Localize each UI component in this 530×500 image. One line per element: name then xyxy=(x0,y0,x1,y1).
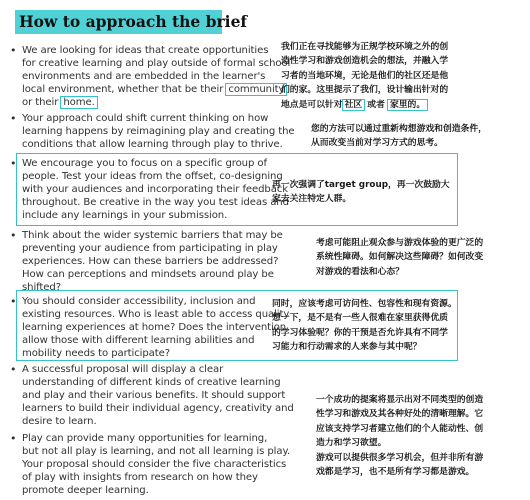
paragraph-3 xyxy=(22,157,289,222)
annotation-line: 同时，应该考虑可访问性、包容性和现有资源。 xyxy=(272,299,457,309)
annotation-1 xyxy=(281,40,448,112)
text-line: Your approach could shift current thinking on how xyxy=(22,113,269,124)
bullet-dot: • xyxy=(10,295,17,308)
bullet-dot: • xyxy=(10,363,17,376)
annotation-2 xyxy=(311,122,487,151)
text-line: We are looking for ideas that create opportunities xyxy=(22,45,269,56)
text-line xyxy=(22,83,290,96)
text-line: learners to build their individual agency, creativity and xyxy=(22,403,294,414)
text-line: include any learnings in your submission. xyxy=(22,210,228,221)
paragraph-4 xyxy=(22,229,283,294)
text-line: understanding of different kinds of creative learning xyxy=(22,377,281,388)
annotation-line: 习能力和行动需求的人来参与其中呢？ xyxy=(272,342,422,353)
community-cn-highlight: 社区 xyxy=(342,99,366,111)
paragraph-2 xyxy=(22,112,295,151)
text-line: Your proposal should consider the five characteristics xyxy=(22,459,287,470)
text-line: throughout. Be creative in the way you test ideas and xyxy=(22,197,289,208)
paragraph-7 xyxy=(22,432,290,497)
annotation-line: 想一下，是不是有一些人很难在家里获得优质 xyxy=(272,313,448,324)
annotation-line: 的学习体验呢？你的干预是否允许具有不同学 xyxy=(272,327,448,338)
annotation-line: 一个成功的提案将显示出对不同类型的创造 xyxy=(316,395,484,405)
text-line: learning experiences at home? Does the intervention xyxy=(22,322,287,333)
text-line: environments and are embedded in the learner's xyxy=(22,71,266,82)
annotation-line: 戏都是学习，也不是所有学习都是游戏。 xyxy=(316,467,475,478)
annotation-segment: 或者 xyxy=(364,99,388,110)
annotation-3 xyxy=(272,178,450,207)
annotation-line: 家去关注特定人群。 xyxy=(272,194,352,205)
annotation-line: 游戏可以提供很多学习机会，但并非所有游 xyxy=(316,452,484,463)
annotation-line: 习者的当地环境，无论是他们的社区还是他 xyxy=(281,70,449,81)
page-title: How to approach the brief xyxy=(19,12,248,31)
annotation-4 xyxy=(316,236,483,279)
text-line: but not all play is learning, and not all learning is play. xyxy=(22,446,290,457)
annotation-line: 我们正在寻找能够为正规学校环境之外的创 xyxy=(281,42,449,52)
text-line: conditions that allow learning through play to thrive. xyxy=(22,139,283,150)
text-segment: or their xyxy=(22,97,59,108)
annotation-line: 造性学习和游戏创造机会的想法，并融入学 xyxy=(281,56,449,67)
text-line: preventing your audience from participating in play xyxy=(22,243,278,254)
community-highlight: community xyxy=(225,83,287,96)
text-line xyxy=(22,96,290,109)
home-cn-highlight: 家里的。 xyxy=(387,99,428,111)
annotation-line: 您的方法可以通过重新构想游戏和创造条件， xyxy=(311,124,487,134)
text-line: for creative learning and play outside of formal school xyxy=(22,58,291,69)
text-line: learning happens by reimagining play and creating the xyxy=(22,126,295,137)
paragraph-1 xyxy=(22,44,290,109)
annotation-6 xyxy=(316,393,483,479)
paragraph-6 xyxy=(22,363,294,428)
annotation-line: 性学习和游戏及其各种好处的清晰理解。它 xyxy=(316,409,484,420)
text-line: desire to learn. xyxy=(22,416,97,427)
annotation-line: 应该支持学习者建立他们的个人能动性、创 xyxy=(316,423,484,434)
annotation-line: 再一次强调了target group，再一次鼓励大 xyxy=(272,180,450,190)
annotation-line: 造力和学习欲望。 xyxy=(316,438,387,449)
annotation-line: 对游戏的看法和心态？ xyxy=(316,266,404,277)
annotation-segment: 地点是可以针对 xyxy=(281,99,343,110)
bullet-dot: • xyxy=(10,432,17,445)
bullet-dot: • xyxy=(10,229,17,242)
text-line: experiences. How can these barriers be addressed? xyxy=(22,256,279,267)
paragraph-5 xyxy=(22,295,289,360)
title-highlight xyxy=(15,10,248,34)
bullet-dot: • xyxy=(10,157,17,170)
text-line: and play and their various benefits. It should support xyxy=(22,390,286,401)
text-line: existing resources. Who is least able to access quality xyxy=(22,309,290,320)
bullet-dot: • xyxy=(10,44,17,57)
text-line: promote deeper learning. xyxy=(22,485,149,496)
text-line: Think about the wider systemic barriers that may be xyxy=(22,230,283,241)
bullet-dot: • xyxy=(10,112,17,125)
text-line: A successful proposal will display a clear xyxy=(22,364,224,375)
text-line: You should consider accessibility, inclusion and xyxy=(22,296,256,307)
text-line: allow those with different learning abilities and xyxy=(22,335,255,346)
text-line: We encourage you to focus on a specific group of xyxy=(22,158,267,169)
text-line: mobility needs to participate? xyxy=(22,348,170,359)
annotation-5 xyxy=(272,297,457,355)
text-line: shifted? xyxy=(22,282,61,293)
annotation-line: 考虑可能阻止观众参与游戏体验的更广泛的 xyxy=(316,238,484,248)
text-line: people. Test your ideas from the offset, co-designing xyxy=(22,171,283,182)
text-line: of play with insights from research on how they xyxy=(22,472,258,483)
home-highlight: home. xyxy=(60,96,97,109)
text-line: Play can provide many opportunities for learning, xyxy=(22,433,268,444)
text-line: How can perceptions and mindsets around play be xyxy=(22,269,274,280)
annotation-line: 系统性障碍。如何解决这些障碍？如何改变 xyxy=(316,252,484,263)
annotation-line: 从而改变当前对学习方式的思考。 xyxy=(311,138,443,149)
annotation-line: 们的家。这里提示了我们，设计输出针对的 xyxy=(281,85,449,96)
text-segment: local environment, whether that be their xyxy=(22,84,224,95)
text-line: with your audiences and incorporating their feedback xyxy=(22,184,289,195)
annotation-line xyxy=(281,98,448,112)
